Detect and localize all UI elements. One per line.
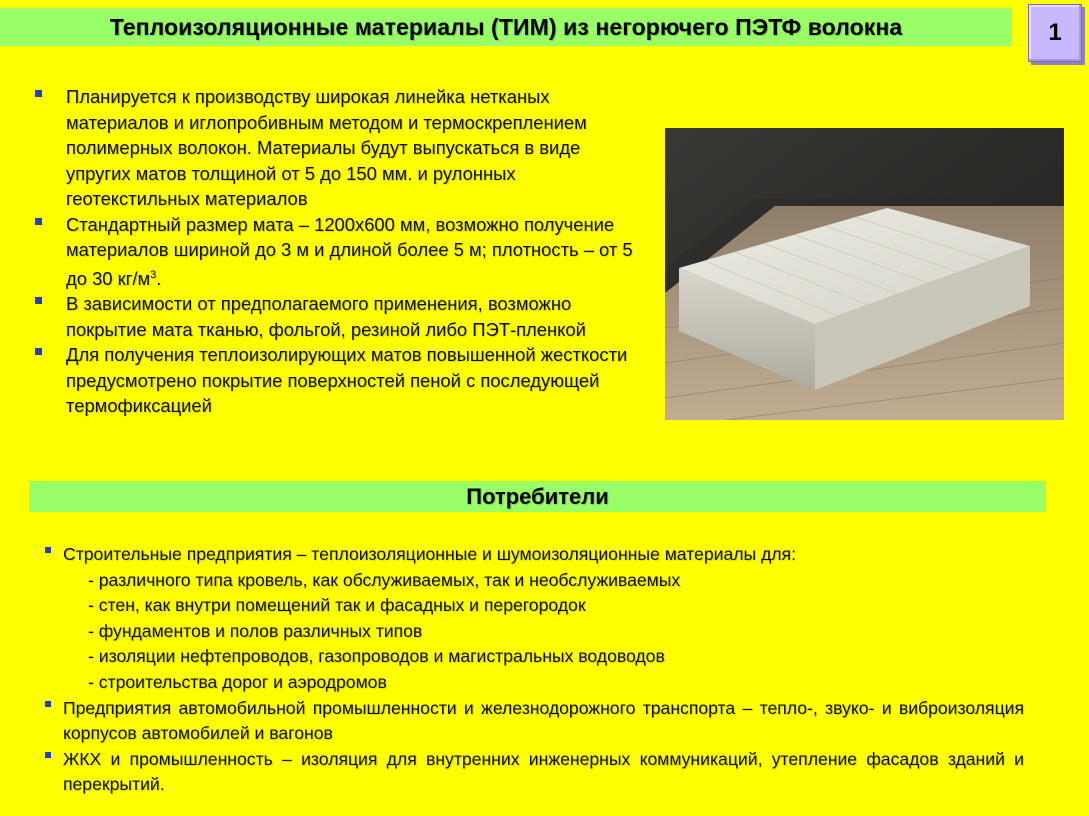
features-list <box>32 84 642 419</box>
slide-title-bar <box>0 8 1012 46</box>
insulation-mat-illustration <box>665 128 1064 420</box>
square-bullet-icon <box>35 297 42 304</box>
consumers-heading-bar <box>29 481 1046 512</box>
consumer-subitem: - стен, как внутри помещений так и фасадных и перегородок <box>88 595 586 616</box>
unit-superscript: 3 <box>150 268 157 281</box>
consumer-item <box>44 542 1024 568</box>
insulation-mat-photo <box>665 128 1064 420</box>
consumers-list <box>44 542 1024 798</box>
consumer-text: Строительные предприятия – теплоизоляционные и шумоизоляционные материалы для: <box>63 544 796 564</box>
square-bullet-icon <box>45 752 51 758</box>
page-number: 1 <box>1048 19 1062 46</box>
square-bullet-icon <box>35 90 42 97</box>
feature-item-size <box>32 212 642 292</box>
feature-text: Планируется к производству широкая линейка нетканых материалов и иглопробивным методом и термоскреплением полимерных волокон. Материалы будут выпускаться в виде упругих матов толщиной от 5 до 150 мм. и рулонных геотекстильных материалов <box>66 86 587 209</box>
consumer-text: ЖКХ и промышленность – изоляция для внутренних инженерных коммуникаций, утепление фасадов зданий и перекрытий. <box>63 748 1024 795</box>
feature-text: Стандартный размер мата – 1200х600 мм, возможно получение материалов шириной до 3 м и длиной более 5 м; плотность – от 5 до 30 кг/м <box>66 213 633 289</box>
consumer-subitem: - фундаментов и полов различных типов <box>88 620 423 641</box>
consumer-subitem: - строительства дорог и аэродромов <box>88 671 387 692</box>
consumer-text: Предприятия автомобильной промышленности и железнодорожного транспорта – тепло-, звуко- и виброизоляция корпусов автомобилей и вагонов <box>63 697 1024 744</box>
consumer-subitem: - различного типа кровель, как обслуживаемых, так и необслуживаемых <box>88 569 681 590</box>
consumer-item <box>44 747 1024 798</box>
square-bullet-icon <box>45 547 51 553</box>
feature-item <box>32 342 642 419</box>
feature-end: . <box>156 267 162 289</box>
consumers-heading: Потребители <box>466 483 609 509</box>
page-number-badge <box>1028 4 1082 62</box>
square-bullet-icon <box>35 218 42 225</box>
square-bullet-icon <box>45 701 51 707</box>
slide-title: Теплоизоляционные материалы (ТИМ) из негорючего ПЭТФ волокна <box>109 13 903 40</box>
feature-item <box>32 291 642 342</box>
feature-item <box>32 84 642 212</box>
square-bullet-icon <box>35 348 42 355</box>
feature-text: Для получения теплоизолирующих матов повышенной жесткости предусмотрено покрытие поверхностей пеной с последующей термофиксацией <box>66 344 628 417</box>
consumer-subitem: - изоляции нефтепроводов, газопроводов и магистральных водоводов <box>88 646 665 667</box>
consumer-item <box>44 696 1024 747</box>
feature-text: В зависимости от предполагаемого применения, возможно покрытие мата тканью, фольгой, резиной либо ПЭТ-пленкой <box>66 293 586 340</box>
